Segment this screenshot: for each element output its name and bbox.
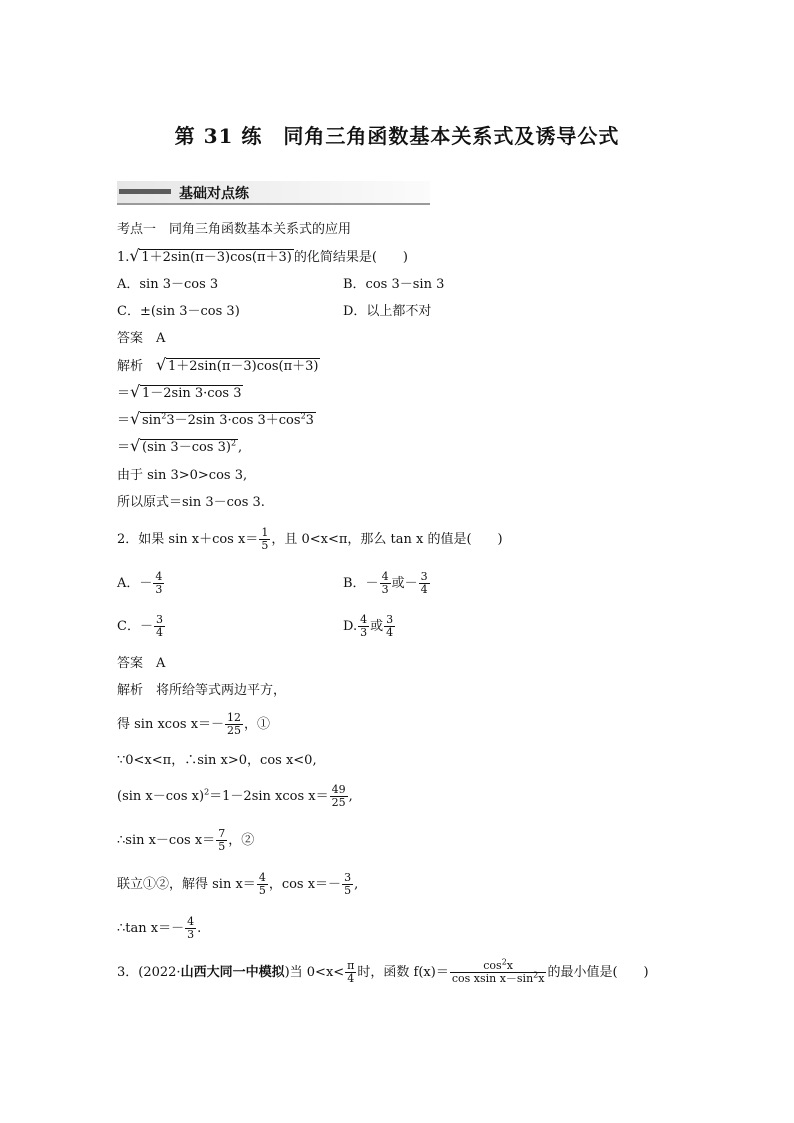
q1-solution-line-3: ＝ √ $\sin^23-2\sin$ 3·cos $3+\cos^23$ [117,409,314,428]
topic-heading: 考点一 同角三角函数基本关系式的应用 [117,222,352,237]
function-fraction: $\frac{\cos^2x}{\cos xsin x-\sin^2x}$ [451,957,545,985]
q2-solution-line-1: 解析 将所给等式两边平方， [117,683,287,698]
q2-solution-line-4: (sin x－cos x)$^2$＝1－2sin xcos x＝ $\frac{49}{25}$ , [117,783,353,809]
q1-solution-line-6: 所以原式＝sin 3－cos 3. [117,495,265,510]
page-title: 第 31 练 同角三角函数基本关系式及诱导公式 [174,124,620,148]
q1-solution-line-5: 由于 sin 3>0>cos 3, [117,468,248,483]
q1-option-c: C．±(sin 3－cos 3) [117,304,240,319]
q3-source: 山西大同一中模拟 [180,965,285,980]
q1-answer: 答案 A [117,331,166,346]
q1-solution-line-1: 解析 √ 1＋2sin(π－3)cos(π＋3) [117,355,319,374]
q1-stem: 的化简结果是( ) [293,250,409,265]
q1-solution-line-2: ＝ √ 1－2sin 3·cos 3 [117,382,242,401]
q2-solution-line-5: ∴sin x－cos x＝ $\frac{7}{5}$ ，② [117,827,255,853]
q2-solution-line-7: ∴tan x＝－ $\frac{4}{3}$ . [117,915,202,941]
q2-solution-line-6: 联立①②，解得 sin x＝ $\frac{4}{5}$ ，cos x＝－ $\frac{3}{5}$ , [117,871,359,897]
q2-option-d: D. $\frac{4}{3}$ 或 $\frac{3}{4}$ [343,613,394,639]
q2-option-a: A．－ $\frac{4}{3}$ [117,570,163,596]
question-1 [117,246,409,267]
q1-option-a: A．sin 3－cos 3 [117,277,219,292]
q2-answer: 答案 A [117,656,166,671]
section-stripe [119,189,171,194]
question-2: 2．如果 sin x＋cos x＝ $\frac{1}{5}$ ，且 0<x<π，那么 tan x 的值是( ) [117,526,503,552]
q1-number: 1. [117,250,130,265]
question-3: 3．(2022·山西大同一中模拟)当 0<x< $\frac{\pi}{4}$ 时，函数 f(x)＝ $\frac{\cos^2x}{\cos xsin x-\sin^2x}$ 的最小值是( ) [117,957,649,985]
sqrt-expression: √ 1＋2sin(π－3)cos(π＋3) [129,246,292,265]
section-label: 基础对点练 [179,186,249,202]
q1-option-d: D．以上都不对 [343,304,432,319]
q2-solution-line-2: 得 sin xcos x＝－ $\frac{12}{25}$ ，① [117,711,271,737]
q2-option-c: C．－ $\frac{3}{4}$ [117,613,163,639]
q1-option-b: B．cos 3－sin 3 [343,277,445,292]
q2-solution-line-3: ∵0<x<π，∴sin x>0，cos x<0, [117,753,317,768]
section-header [117,181,430,205]
q2-option-b: B．－ $\frac{4}{3}$ 或－ $\frac{3}{4}$ [343,570,428,596]
q1-solution-line-4: ＝ √ (sin 3－cos 3)$^2$ , [117,436,243,455]
